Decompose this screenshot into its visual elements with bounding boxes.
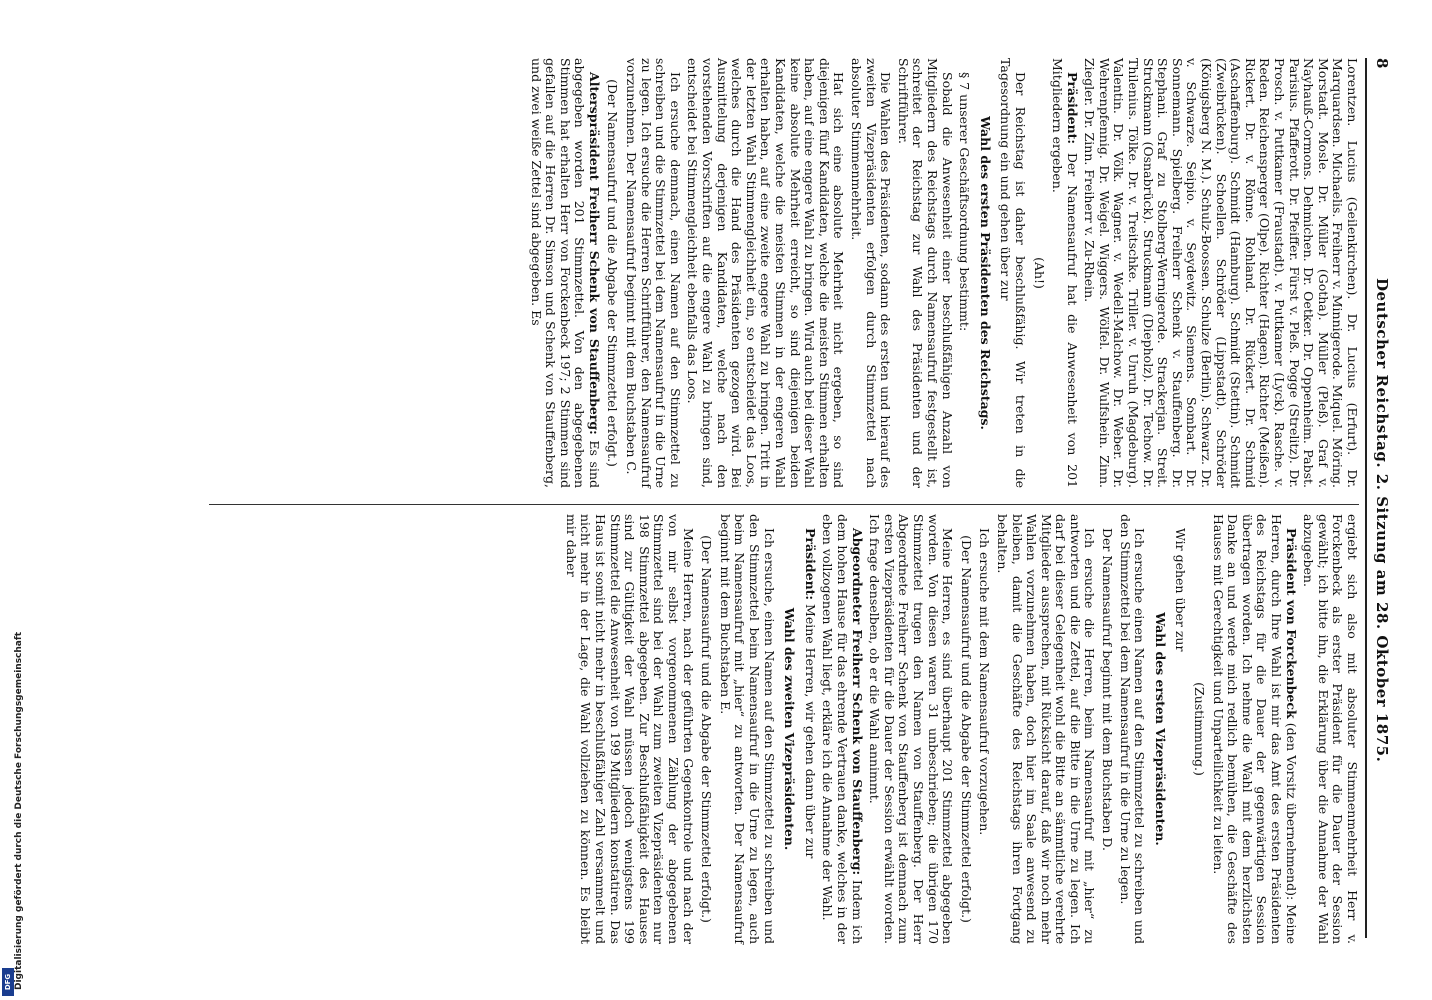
speaker-label: Präsident: — [1064, 72, 1080, 145]
speaker-text: (den Vorsitz übernehmend): Meine Herren, durch Ihre Wahl ist mir das Amt des ersten Präsidenten des Reichstags für die Dauer der gegenwärtigen Session übertragen worden. Ich nehme die Wahl mit dem herzlichsten Danke an und werde mich redlich bemühen, die Geschäfte des Hauses mit Gerechtigkeit und Unparteilichkeit zu leiten. — [1210, 514, 1299, 944]
procedure-note: (Der Namensaufruf und die Abgabe der Stimmzettel erfolgt.) — [958, 535, 974, 923]
speaker-paragraph — [1210, 514, 1298, 944]
paragraph: Der Namensaufruf beginnt mit dem Buchstaben D. — [1100, 528, 1116, 851]
page-number: 8 — [1373, 58, 1391, 69]
speaker-text: Der Namensaufruf hat die Anwesenheit von 201 Mitgliedern ergeben. — [1050, 58, 1080, 488]
applause-note: (Zustimmung.) — [1192, 682, 1208, 776]
speaker-paragraph — [820, 514, 864, 944]
speaker-paragraph — [802, 514, 817, 944]
dfg-logo — [2, 968, 14, 996]
paragraph: Meine Herren, nach der geführten Gegenkontrole und nach der von mir selbst vorgenommenen Zählung der abgegebenen Stimmzettel sind bei der Wahl zum zweiten Vizepräsidenten nur 198 Stimmzettel abgegeben. Zur Beschlußfähigkeit des Hauses sind zur Gültigkeit der Wahl müssen jedoch wenigstens 199 Stimmzettel die Anwesenheit von 199 Mitgliedern konstatiren. Das Haus ist somit nicht mehr in beschlußfähiger Zahl versammelt und nicht mehr in der Lage, die Wahl vollziehen zu können. Es bleibt mir daher — [563, 514, 696, 944]
dfg-logo-text: DFG — [4, 973, 12, 991]
paragraph: Die Wahlen des Präsidenten, sodann des ersten und hierauf des zweiten Vizepräsidenten erfolgen durch Stimmzettel nach absoluter Stimmenmehrheit. — [849, 58, 894, 488]
paragraph: Ich ersuche einen Namen auf den Stimmzettel zu schreiben und den Stimmzettel bei dem Namensaufruf in die Urne zu legen. — [1117, 514, 1148, 944]
members-list: Lorentzen. Lucius (Geilenkirchen). Dr. Lucius (Erfurt). Dr. Marquardsen. Michaelis. Freiherr v. Minnigerode. Miquel. Möring. Morstadt. Mosle. Dr. Müller (Gotha). Müller (Pleß). Graf v. Nayhauß-Cormons. Dehmichen. Dr. Oetker. Dr. Oppenheim. Pabst. Parisius. Pfafferott. Dr. Pfeiffer. Fürst v. Pleß. Pogge (Strelitz). Dr. Prosch. v. Puttkamer (Fraustadt). v. Puttkamer (Lyck). Rasche. v. Reden. Reichensperger (Olpe). Richter (Hagen). Richter (Meißen). Rickert. Dr. v. Rönne. Rohland. Dr. Rückert. Dr. Schmid (Aschaffenburg). Schmidt (Hamburg). Schmidt (Stettin). Schmidt (Zweibrücken). Schoellen. Schröder (Lippstadt). Schröder (Königsberg N. M.). Schulz-Boossen. Schulze (Berlin). Schwarz. Dr. v. Schwarze. Seipio. v. Seydewitz. Siemens. Sombart. Dr. Sonnemann. Spielberg. Freiherr Schenk v. Stauffenberg. Dr. Stephani. Graf zu Stolberg-Wernigerode. Strackerjan. Streit. Struckmann (Osnabrück). Struckmann (Diepholz). Dr. Techow. Dr. Thilenius. Tölke. Dr. v. Treitschke. Triller. v. Unruh (Magdeburg). Valentin. Dr. Völk. Wagner. v. Wedell-Malchow. Dr. Weber. Dr. Wehrenpfennig. Dr. Weigel. Wiggers. Wölfel. Dr. Wulfshein. Zinn. Ziegler. Dr. Zinn. Freiherr v. Zu-Rhein. — [1082, 58, 1360, 488]
speaker-label: Präsident: — [802, 528, 818, 601]
speaker-text: Es sind abgegeben worden 201 Stimmzettel. Von den abgegebenen Stimmen hat erhalten Herr von Forckenbeck 197; 2 Stimmen sind gefallen auf die Herren Dr. Simson und Schenk von Stauffenberg, und zwei weiße Zettel sind abgegeben. Es — [528, 58, 602, 488]
paragraph: ergiebt sich also mit absoluter Stimmenmehrheit Herr v. Forckenbeck als erster Präsident für die Dauer der Session gewählt; ich bitte ihn, die Erklärung über die Annahme der Wahl abzugeben. — [1301, 514, 1360, 944]
paragraph: Sobald die Anwesenheit einer beschlußfähigen Anzahl von Mitgliedern des Reichstags durch Namensaufruf festgestellt ist, schreitet der Reichstag zur Wahl des Präsidenten und der Schriftführer. — [895, 58, 955, 488]
speaker-label: Präsident von Forckenbeck — [1283, 528, 1299, 719]
right-column — [560, 514, 1359, 944]
paragraph: Der Reichstag ist daher beschlußfähig. Wir treten in die Tagesordnung ein und gehen über zur — [998, 58, 1028, 488]
section-heading: Wahl des ersten Vizepräsidenten. — [1152, 612, 1168, 846]
digitization-imprint: Digitalisierung gefördert durch die Deutsche Forschungsgemeinschaft — [14, 631, 24, 990]
procedure-note: (Der Namensaufruf und die Abgabe der Stimmzettel erfolgt.) — [605, 79, 621, 467]
paragraph: § 7 unserer Geschäftsordnung bestimmt: — [957, 72, 973, 332]
paragraph: Ich ersuche demnach, einen Namen auf den Stimmzettel zu schreiben und die Stimmzettel bei dem Namensaufruf in die Urne zu legen. Ich ersuche die Herren Schriftführer, den Namensaufruf vorzunehmen. Der Namensaufruf beginnt mit dem Buchstaben C. — [624, 58, 683, 488]
column-divider — [209, 504, 1359, 505]
speaker-paragraph — [528, 58, 601, 488]
paragraph: Wir gehen über zur — [1173, 528, 1189, 652]
page-header — [1369, 58, 1395, 938]
speaker-text: Indem ich dem hohen Hause für das ehrende Vertrauen danke, welches in der eben vollzogenen Wahl liegt, erkläre ich die Annahme der Wahl. — [820, 514, 865, 945]
speaker-label: Abgeordneter Freiherr Schenk von Stauffenberg: — [849, 528, 865, 876]
president-statement — [1050, 58, 1079, 488]
section-heading: Wahl des zweiten Vizepräsidenten. — [782, 607, 798, 851]
paragraph: Hat sich eine absolute Mehrheit nicht ergeben, so sind diejenigen fünf Kandidaten, welche die meisten Stimmen erhalten haben, auf eine engere Wahl zu bringen. Wird auch bei dieser Wahl keine absolute Mehrheit erreicht, so sind diejenigen beiden Kandidaten, welche die meisten Stimmen in der engeren Wahl erhalten haben, auf eine zweite engere Wahl zu bringen. Tritt in der letzten Wahl Stimmengleichheit ein, so entscheidet das Loos, welches durch die Hand des Präsidenten gezogen wird. Bei Ausmittelung derjenigen Kandidaten, welche nach den vorstehenden Vorschriften auf die engere Wahl zu bringen sind, entscheidet bei Stimmengleichheit ebenfalls das Loos. — [685, 58, 847, 488]
section-heading: Wahl des ersten Präsidenten des Reichstags. — [977, 116, 993, 430]
left-column — [525, 58, 1359, 488]
paragraph: Ich ersuche mit dem Namensaufruf vorzugehen. — [977, 528, 993, 836]
paragraph: Ich ersuche die Herren, beim Namensaufruf mit „hier“ zu antworten und die Zettel, auf die Bitte in die Urne zu legen. Ich darf bei dieser Gelegenheit wohl die Bitte an sämmtliche verehrte Mitglieder aussprechen, mit Rücksicht darauf, daß wir noch mehr Wahlen vorzunehmen haben, doch hier im Saale anwesend zu bleiben, damit die Geschäfte des Reichstags ihren Fortgang behalten. — [994, 514, 1098, 944]
header-rule — [1365, 58, 1367, 938]
speaker-text: Meine Herren, wir gehen dann über zur — [802, 604, 818, 859]
page-title: Deutscher Reichstag. 2. Sitzung am 28. Oktober 1875. — [1373, 278, 1391, 763]
speaker-label: Alterspräsident Freiherr Schenk von Stauffenberg: — [586, 72, 602, 435]
paragraph: Meine Herren, es sind überhaupt 201 Stimmzettel abgegeben worden. Von diesen waren 31 unbeschrieben; die übrigen 170 Stimmzettel trugen den Namen von Stauffenberg. Der Herr Abgeordnete Freiherr Schenk von Stauffenberg ist demnach zum ersten Vizepräsidenten für die Dauer der Session erwählt worden. Ich frage denselben, ob er die Wahl annimmt. — [867, 514, 956, 944]
paragraph: Ich ersuche, einen Namen auf den Stimmzettel zu schreiben und den Stimmzettel beim Namensaufruf in die Urne zu legen, auch beim Namensaufruf mit „hier“ zu antworten. Der Namensaufruf beginnt mit dem Buchstaben E. — [717, 514, 777, 944]
applause-note: (Ah!) — [1031, 257, 1047, 289]
procedure-note: (Der Namensaufruf und die Abgabe der Stimmzettel erfolgt.) — [699, 535, 715, 923]
rotated-page-content — [15, 58, 1395, 958]
